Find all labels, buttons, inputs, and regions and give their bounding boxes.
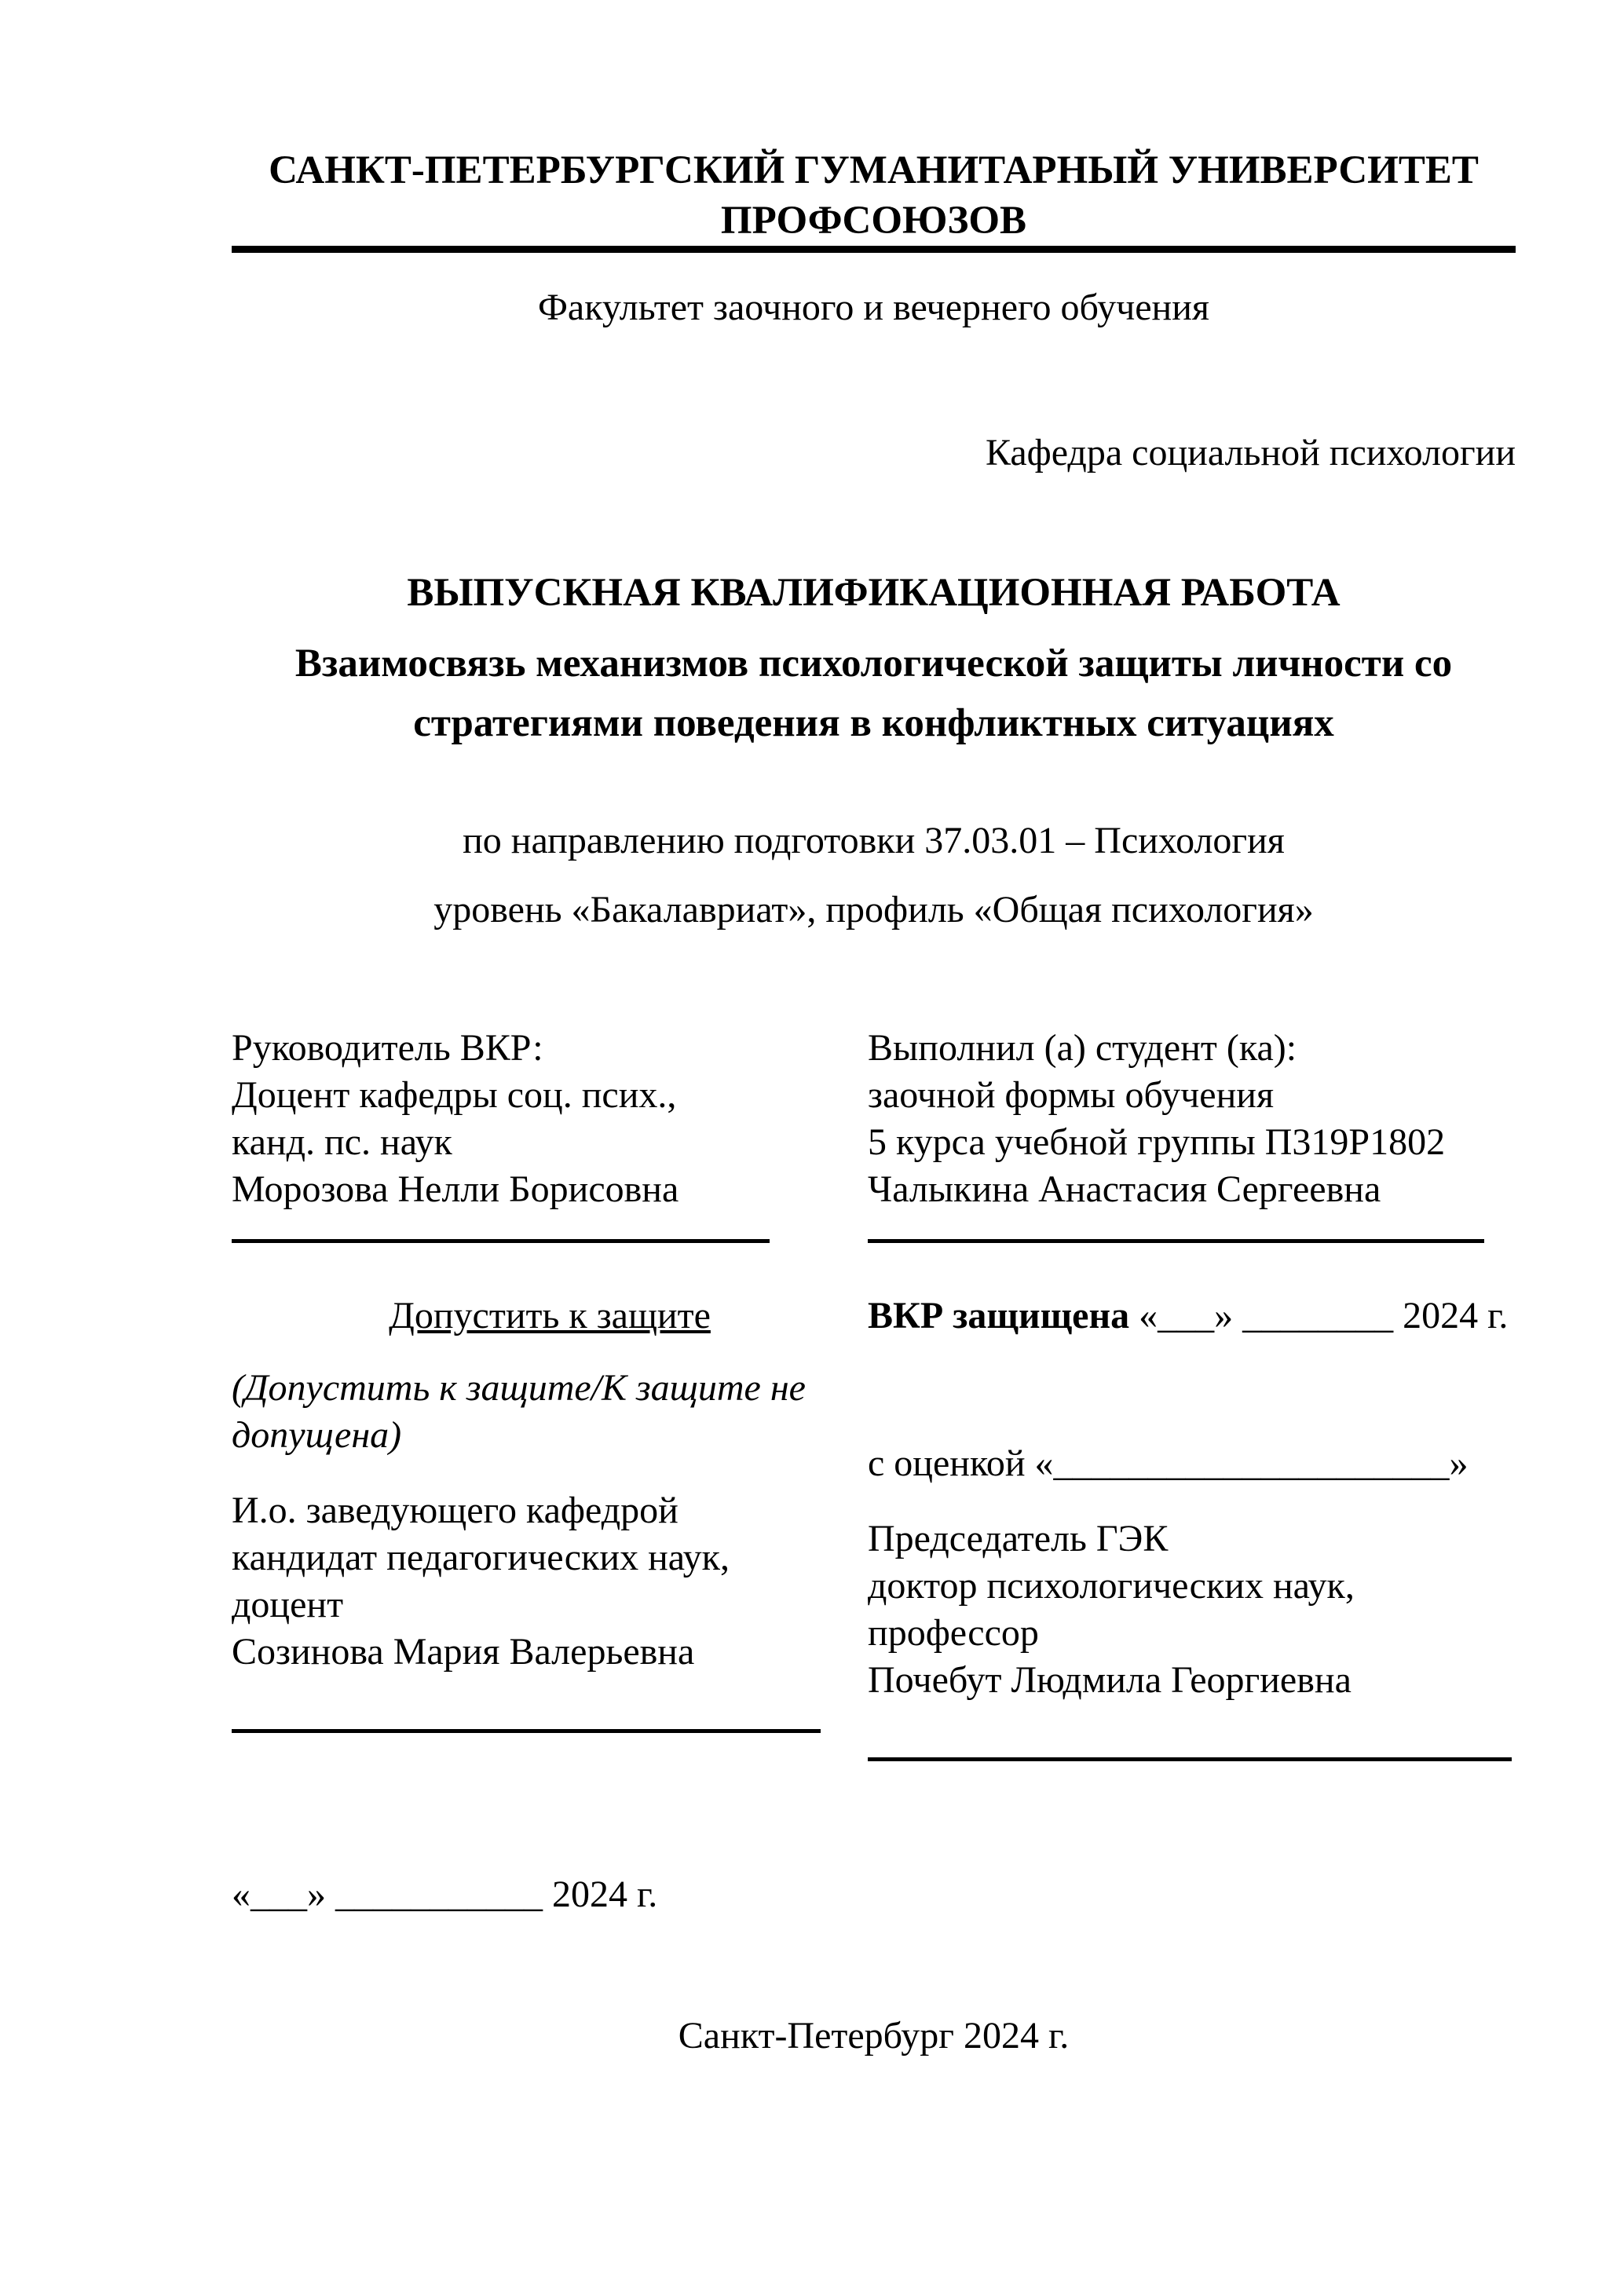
admit-note: (Допустить к защите/К защите не допущена) [232,1367,806,1456]
department-head-signature-line [232,1729,821,1733]
supervisor-position-line: Доцент кафедры соц. псих., [232,1074,677,1116]
admit-heading-text: Допустить к защите [389,1295,711,1336]
chairman-block [868,1515,1516,1704]
admission-defense-block [232,1292,1516,1761]
student-group-line: 5 курса учебной группы П319Р1802 [868,1121,1446,1163]
supervisor-heading: Руководитель ВКР: [232,1027,543,1069]
department-head-block [232,1487,868,1676]
grade-line: с оценкой «_____________________» [868,1442,1469,1484]
admit-heading [232,1292,868,1340]
department-head-name: Созинова Мария Валерьевна [232,1631,695,1673]
student-heading: Выполнил (а) студент (ка): [868,1027,1297,1069]
student-form-line: заочной формы обучения [868,1074,1275,1116]
chairman-title-line: Председатель ГЭК [868,1518,1169,1559]
thesis-title-line2: стратегиями поведения в конфликтных ситуациях [413,701,1334,745]
chairman-degree-line: доктор психологических наук, [868,1565,1355,1607]
defense-date-blank: «___» ________ 2024 г. [1129,1295,1509,1336]
student-signature-line [868,1239,1484,1243]
chairman-name: Почебут Людмила Георгиевна [868,1659,1352,1701]
date-line: «___» ___________ 2024 г. [232,1874,658,1915]
chairman-signature-line [868,1757,1512,1761]
department-line: Кафедра социальной психологии [985,432,1516,473]
university-name-line1: САНКТ-ПЕТЕРБУРГСКИЙ ГУМАНИТАРНЫЙ УНИВЕРСИТЕТ [269,148,1479,192]
people-block [232,1025,1516,1213]
supervisor-degree-line: канд. пс. наук [232,1121,452,1163]
defense-column [868,1292,1516,1761]
admission-column [232,1292,868,1761]
thesis-title-line1: Взаимосвязь механизмов психологической защиты личности со [294,642,1453,686]
department-head-rank-line: доцент [232,1584,344,1625]
work-type-heading: ВЫПУСКНАЯ КВАЛИФИКАЦИОННАЯ РАБОТА [407,571,1341,615]
direction-line: по направлению подготовки 37.03.01 – Психология [463,820,1285,861]
level-line: уровень «Бакалавриат», профиль «Общая психология» [433,889,1314,930]
thesis-title [232,634,1516,753]
faculty-line: Факультет заочного и вечернего обучения [538,287,1209,328]
university-header [232,145,1516,253]
department-head-position-line1: И.о. заведующего кафедрой [232,1490,678,1531]
city-year: Санкт-Петербург 2024 г. [678,2015,1070,2057]
supervisor-signature-line [232,1239,770,1243]
university-name-line2: ПРОФСОЮЗОВ [720,199,1027,243]
signature-row-1 [232,1239,1516,1243]
student-block [868,1025,1516,1213]
department-head-degree-line: кандидат педагогических наук, [232,1537,730,1578]
student-name: Чалыкина Анастасия Сергеевна [868,1168,1381,1210]
supervisor-block [232,1025,868,1213]
chairman-rank-line: профессор [868,1612,1039,1654]
defense-date-line [868,1292,1516,1340]
supervisor-name: Морозова Нелли Борисовна [232,1168,679,1210]
defense-label: ВКР защищена [868,1295,1130,1336]
